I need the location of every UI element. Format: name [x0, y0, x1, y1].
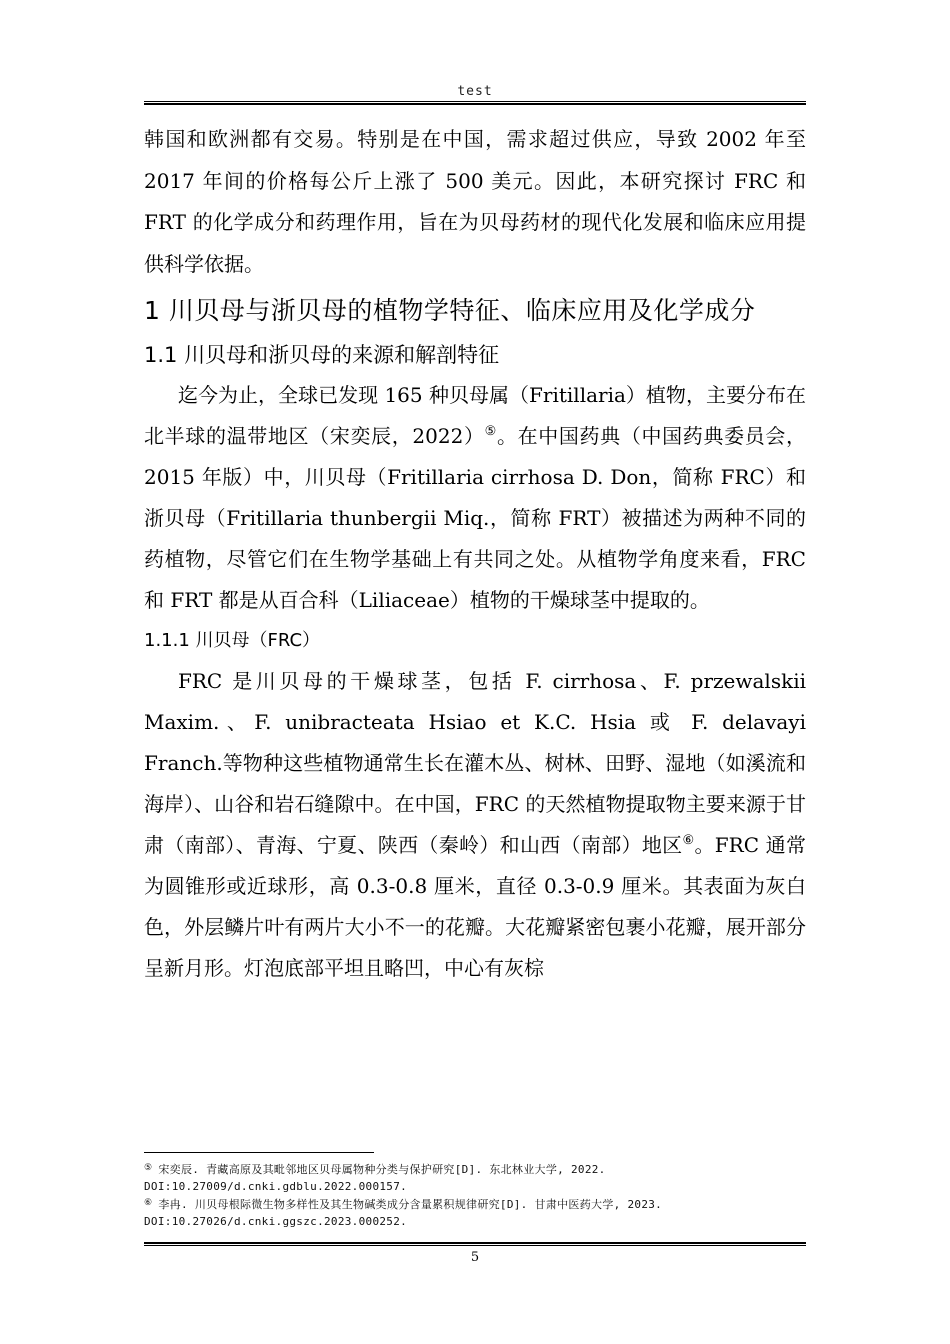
- header-rule-thick: [144, 103, 806, 105]
- page-number: 5: [470, 1250, 480, 1265]
- body-content: [144, 119, 806, 989]
- footnote-separator: [144, 1152, 374, 1153]
- paragraph-text: 迄今为止，全球已发现 165 种贝母属（Fritillaria）植物，主要分布在北半球的温带地区（宋奕辰，2022）: [144, 383, 806, 448]
- section-heading-1: 1 川贝母与浙贝母的植物学特征、临床应用及化学成分: [144, 296, 756, 325]
- footer-rule-thick: [144, 1242, 806, 1244]
- header-rule-thin: [144, 101, 806, 102]
- footnote-6: [144, 1195, 806, 1230]
- footer-rule-thin: [144, 1245, 806, 1246]
- paragraph-text: 。FRC 通常为圆锥形或近球形，高 0.3-0.8 厘米，直径 0.3-0.9 厘米。其表面为灰白色，外层鳞片叶有两片大小不一的花瓣。大花瓣紧密包裹小花瓣，展开部分呈新月形。灯泡底部平坦且略凹，中心有灰棕: [144, 833, 806, 980]
- footnote-mark: ⑥: [144, 1198, 153, 1208]
- paragraph-text: FRC 是川贝母的干燥球茎，包括 F. cirrhosa、F. przewalskii Maxim.、F. unibracteata Hsiao et K.C. Hsia 或 F. delavayi Franch.等物种这些植物通常生长在灌木丛、树林、田野、湿地（如溪流和海岸）、山谷和岩石缝隙中。在中国，FRC 的天然植物提取物主要来源于甘肃（南部）、青海、宁夏、陕西（秦岭）和山西（南部）地区: [144, 669, 806, 857]
- footnote-mark: ⑤: [144, 1163, 153, 1173]
- footnote-text: 李冉. 川贝母根际微生物多样性及其生物碱类成分含量累积规律研究[D]. 甘肃中医药大学, 2023. DOI:10.27026/d.cnki.ggszc.2023.000252.: [144, 1198, 663, 1228]
- paragraph-text: 。在中国药典（中国药典委员会，2015 年版）中，川贝母（Fritillaria cirrhosa D. Don，简称 FRC）和浙贝母（Fritillaria thunbergii Miq.，简称 FRT）被描述为两种不同的药植物，尽管它们在生物学基础上有共同之处。从植物学角度来看，FRC 和 FRT 都是从百合科（Liliaceae）植物的干燥球茎中提取的。: [144, 424, 807, 612]
- paragraph-frc-description: [144, 661, 806, 989]
- paragraph-trade-demand: 韩国和欧洲都有交易。特别是在中国，需求超过供应，导致 2002 年至 2017 年间的价格每公斤上涨了 500 美元。因此，本研究探讨 FRC 和 FRT 的化学成分和药理作用，旨在为贝母药材的现代化发展和临床应用提供科学依据。: [144, 127, 806, 276]
- footnote-ref-5[interactable]: ⑤: [484, 424, 497, 439]
- section-heading-1-1: 1.1 川贝母和浙贝母的来源和解剖特征: [144, 343, 500, 367]
- footnote-5: [144, 1160, 806, 1195]
- section-heading-1-1-1: 1.1.1 川贝母（FRC）: [144, 630, 321, 651]
- paragraph-fritillaria-overview: [144, 375, 806, 621]
- footnote-text: 宋奕辰. 青藏高原及其毗邻地区贝母属物种分类与保护研究[D]. 东北林业大学, 2022. DOI:10.27009/d.cnki.gdblu.2022.000157.: [144, 1163, 606, 1193]
- footnotes: [144, 1160, 806, 1230]
- footnote-ref-6[interactable]: ⑥: [682, 833, 695, 848]
- running-header: test: [457, 84, 493, 99]
